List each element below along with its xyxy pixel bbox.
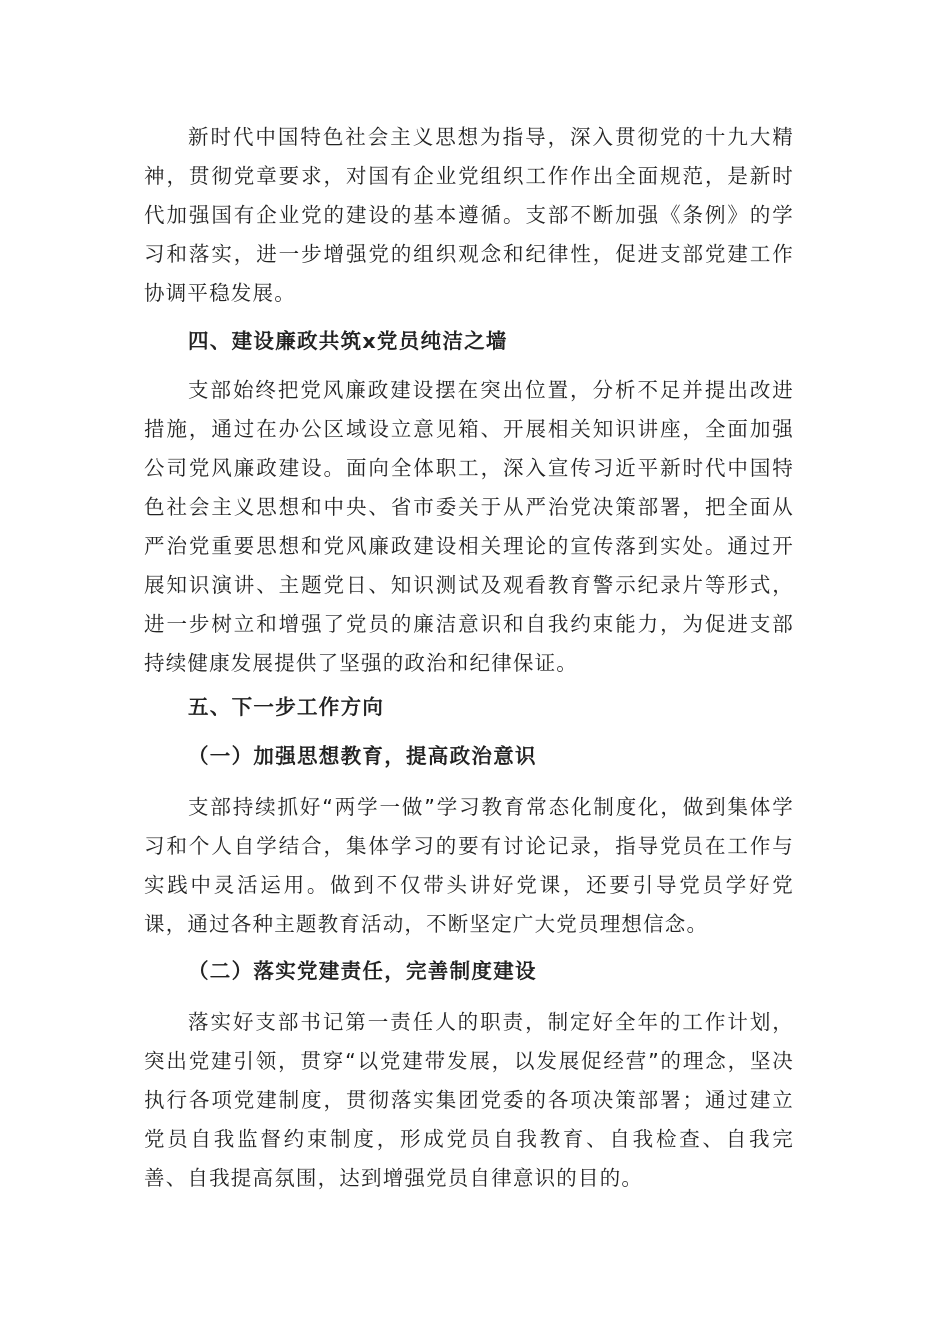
paragraph-integrity-building: 支部始终把党风廉政建设摆在突出位置，分析不足并提出改进措施，通过在办公区域设立意见箱、开展相关知识讲座，全面加强公司党风廉政建设。面向全体职工，深入宣传习近平新时代中国特色社会主义思想和中央、省市委关于从严治党决策部署，把全面从严治党重要思想和党风廉政建设相关理论的宣传落到实处。通过开展知识演讲、主题党日、知识测试及观看教育警示纪录片等形式，进一步树立和增强了党员的廉洁意识和自我约束能力，为促进支部持续健康发展提供了坚强的政治和纪律保证。 <box>144 378 794 675</box>
paragraph-party-responsibility: 落实好支部书记第一责任人的职责，制定好全年的工作计划，突出党建引领，贯穿“以党建带发展，以发展促经营”的理念，坚决执行各项党建制度，贯彻落实集团党委的各项决策部署；通过建立党员自我监督约束制度，形成党员自我教育、自我检查、自我完善、自我提高氛围，达到增强党员自律意识的目的。 <box>144 1010 794 1190</box>
subheading-ideological-education: （一）加强思想教育，提高政治意识 <box>188 744 537 768</box>
paragraph-party-regulations: 新时代中国特色社会主义思想为指导，深入贯彻党的十九大精神，贯彻党章要求，对国有企业党组织工作作出全面规范，是新时代加强国有企业党的建设的基本遵循。支部不断加强《条例》的学习和落实，进一步增强党的组织观念和纪律性，促进支部党建工作协调平稳发展。 <box>144 125 794 305</box>
section-heading-integrity: 四、建设廉政共筑x党员纯洁之墙 <box>188 329 508 353</box>
paragraph-ideological-education: 支部持续抓好“两学一做”学习教育常态化制度化，做到集体学习和个人自学结合，集体学习的要有讨论记录，指导党员在工作与实践中灵活运用。做到不仅带头讲好党课，还要引导党员学好党课，通过各种主题教育活动，不断坚定广大党员理想信念。 <box>144 795 794 936</box>
subheading-party-responsibility: （二）落实党建责任，完善制度建设 <box>188 959 537 983</box>
section-heading-next-steps: 五、下一步工作方向 <box>188 695 385 719</box>
